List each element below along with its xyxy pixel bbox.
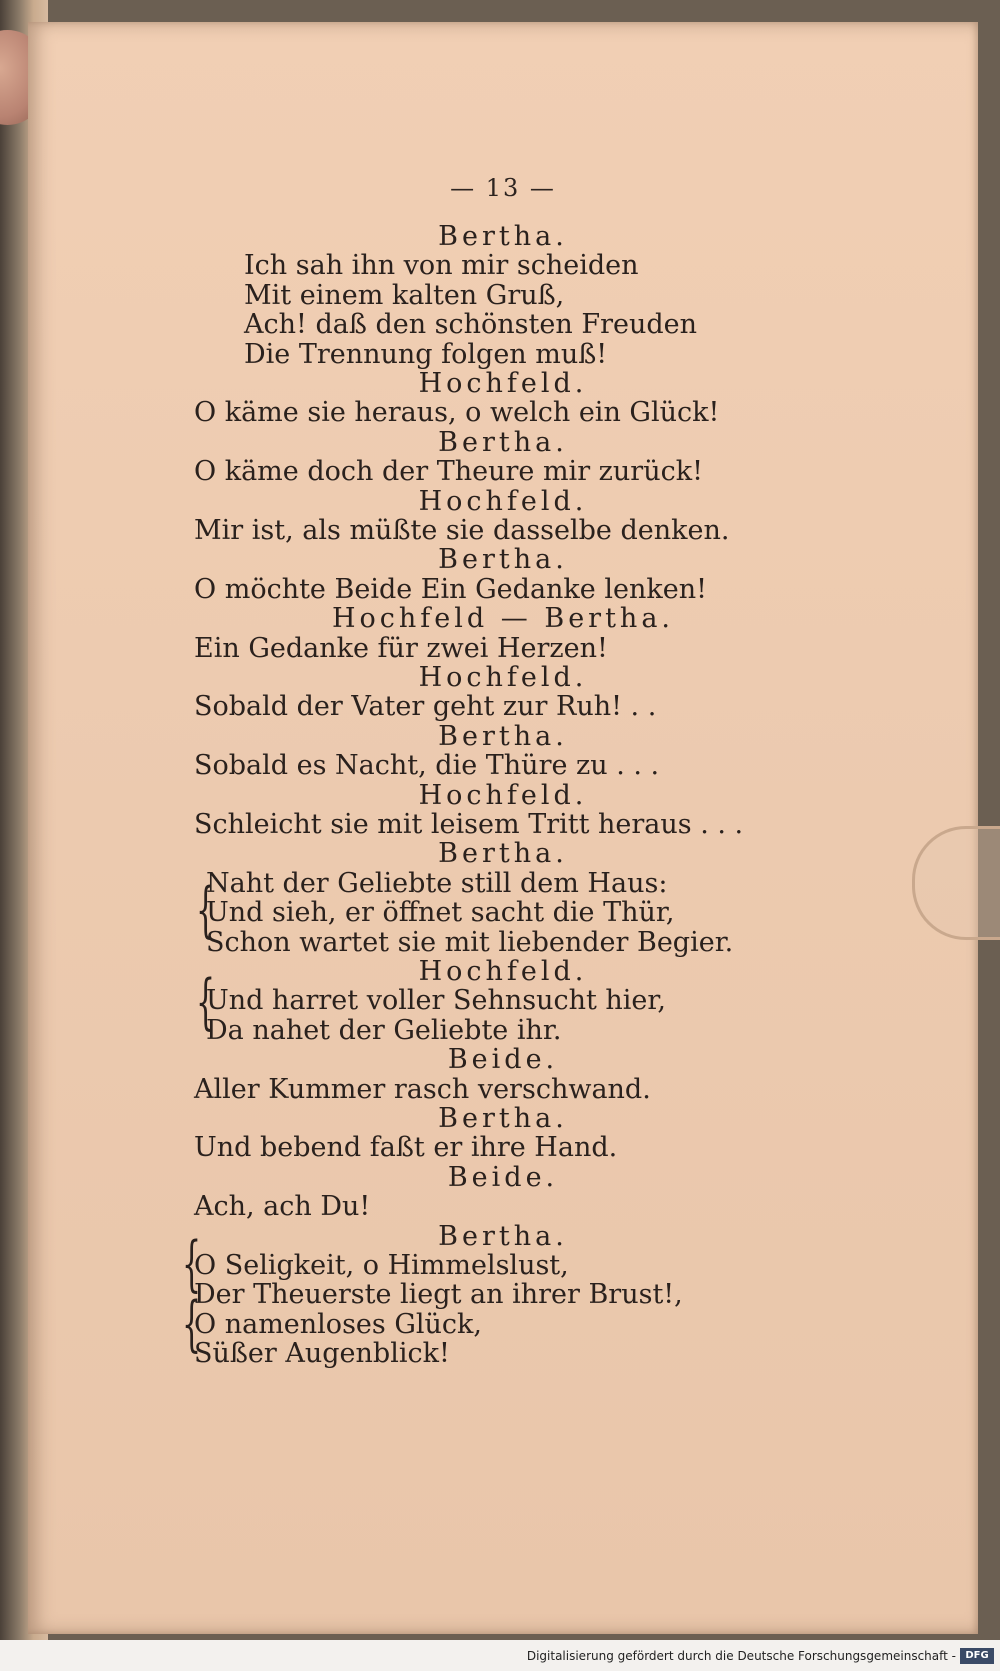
verse-line: O käme doch der Theure mir zurück! xyxy=(194,456,703,488)
verse-line: Mir ist, als müßte sie dasselbe denken. xyxy=(194,515,730,546)
verse-brace: { xyxy=(182,1289,202,1359)
verse-line: Ich sah ihn von mir scheiden xyxy=(244,250,639,282)
verse-line: Und harret voller Sehnsucht hier, xyxy=(206,985,666,1017)
footer-bar xyxy=(0,1640,1000,1671)
verse-line: Und sieh, er öffnet sacht die Thür, xyxy=(206,897,675,929)
verse-line: Mit einem kalten Gruß, xyxy=(244,279,565,311)
speaker-name: Hochfeld. xyxy=(418,368,588,399)
speaker-name: Bertha. xyxy=(438,544,568,576)
verse-line: Naht der Geliebte still dem Haus: xyxy=(206,867,668,899)
verse-line: Schon wartet sie mit liebender Begier. xyxy=(206,926,734,958)
page-number: — 13 — xyxy=(450,174,556,202)
verse-brace: { xyxy=(196,967,216,1037)
speaker-name: Hochfeld. xyxy=(418,485,588,517)
verse-line: Sobald es Nacht, die Thüre zu . . . xyxy=(194,750,660,782)
verse-line: O möchte Beide Ein Gedanke lenken! xyxy=(194,573,707,605)
verse-line: Sobald der Vater geht zur Ruh! . . xyxy=(194,691,657,723)
speaker-name: Bertha. xyxy=(438,1103,568,1134)
verse-line: O Seligkeit, o Himmelslust, xyxy=(194,1250,569,1281)
speaker-name: Hochfeld. xyxy=(418,662,588,693)
verse-line: Und bebend faßt er ihre Hand. xyxy=(194,1132,618,1164)
verse-line: Ach, ach Du! xyxy=(194,1191,371,1223)
book-page xyxy=(28,22,978,1634)
verse-line: Ach! daß den schönsten Freuden xyxy=(244,309,698,341)
verse-brace: { xyxy=(182,1229,202,1299)
speaker-name: Bertha. xyxy=(438,720,568,752)
verse-line: Schleicht sie mit leisem Tritt heraus . . . xyxy=(194,809,744,840)
verse-line: Die Trennung folgen muß! xyxy=(244,338,608,370)
speaker-name: Hochfeld. xyxy=(418,779,588,811)
speaker-name: Bertha. xyxy=(438,1220,568,1252)
speaker-name: Beide. xyxy=(447,1044,559,1076)
speaker-name: Bertha. xyxy=(438,426,568,458)
speaker-name: Hochfeld — Bertha. xyxy=(331,603,674,635)
verse-line: Da nahet der Geliebte ihr. xyxy=(206,1014,562,1046)
verse-line: Ein Gedanke für zwei Herzen! xyxy=(194,632,608,664)
verse-line: O namenloses Glück, xyxy=(194,1308,482,1340)
footer-credit: Digitalisierung gefördert durch die Deutsche Forschungsgemeinschaft - xyxy=(526,1649,956,1663)
verse-line: O käme sie heraus, o welch ein Glück! xyxy=(194,397,720,429)
verse-line: Süßer Augenblick! xyxy=(194,1338,450,1370)
speaker-name: Beide. xyxy=(447,1161,559,1193)
dfg-logo: DFG xyxy=(960,1648,994,1664)
speaker-name: Bertha. xyxy=(438,838,568,870)
speaker-name: Hochfeld. xyxy=(418,956,588,987)
speaker-name: Bertha. xyxy=(438,221,568,252)
verse-line: Aller Kummer rasch verschwand. xyxy=(194,1073,651,1105)
verse-brace: { xyxy=(196,875,216,945)
verse-line: Der Theuerste liegt an ihrer Brust!, xyxy=(194,1279,683,1311)
